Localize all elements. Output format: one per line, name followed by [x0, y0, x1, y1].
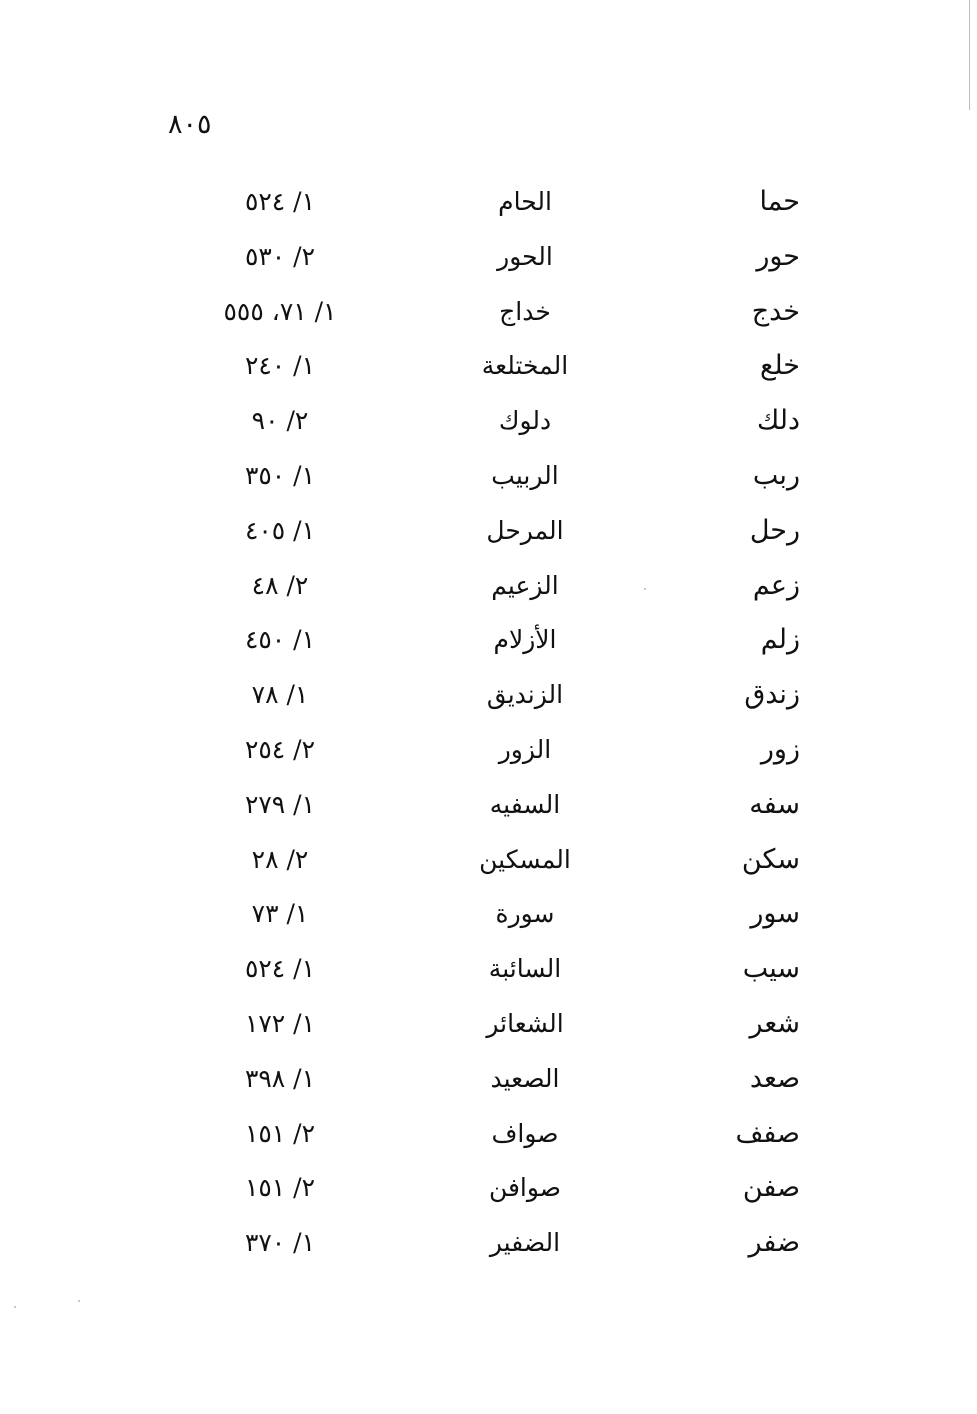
word-cell: الأزلام [493, 625, 557, 655]
reference-cell: ٢/ ٢٥٤ [244, 734, 316, 764]
reference-cell: ١/ ٣٧٠ [244, 1228, 316, 1258]
word-cell: الحور [497, 241, 553, 271]
word-cell: سورة [495, 899, 555, 929]
index-row [0, 401, 977, 456]
reference-cell: ٢/ ٩٠ [251, 406, 309, 436]
scan-speck [14, 1306, 16, 1308]
word-cell: المختلعة [481, 351, 569, 381]
index-row [0, 1114, 977, 1169]
index-row [0, 237, 977, 292]
index-row [0, 1223, 977, 1278]
word-cell: الضفير [489, 1228, 561, 1258]
root-cell: سيب [742, 953, 800, 985]
reference-cell: ١/ ٥٢٤ [244, 187, 316, 216]
reference-cell: ١/ ٧٨ [251, 680, 309, 710]
root-cell: خدج [751, 295, 800, 327]
index-row [0, 566, 977, 621]
reference-cell: ١/ ٥٢٤ [244, 954, 316, 984]
root-cell: صفن [742, 1172, 800, 1204]
reference-cell: ١/ ٧١، ٥٥٥ [223, 296, 337, 326]
index-row [0, 511, 977, 566]
root-cell: صعد [749, 1062, 800, 1094]
root-cell: زور [760, 733, 800, 765]
index-row [0, 894, 977, 949]
reference-cell: ١/ ٣٩٨ [244, 1063, 316, 1093]
word-cell: الزور [498, 734, 552, 764]
word-cell: دلوك [498, 406, 552, 436]
page-edge-rule [969, 0, 970, 110]
root-cell: زعم [752, 569, 800, 601]
index-row [0, 785, 977, 840]
reference-cell: ٢/ ٤٨ [251, 570, 309, 600]
index-row [0, 1059, 977, 1114]
reference-cell: ١/ ٧٣ [251, 899, 309, 929]
word-cell: الشعائر [486, 1008, 564, 1038]
root-cell: دلك [756, 405, 800, 437]
word-cell: السفيه [489, 789, 561, 819]
word-cell: الحام [498, 187, 552, 216]
reference-cell: ٢/ ١٥١ [244, 1118, 316, 1148]
root-cell: زندق [744, 679, 800, 711]
root-cell: خلع [760, 350, 800, 382]
root-cell: شعر [749, 1007, 800, 1039]
root-cell: سكن [741, 843, 800, 875]
root-cell: صفف [735, 1117, 800, 1149]
root-cell: حما [759, 186, 800, 217]
reference-cell: ٢/ ٢٨ [251, 844, 309, 874]
root-cell: ربب [752, 459, 800, 491]
index-row [0, 292, 977, 347]
word-cell: الربيب [491, 460, 559, 490]
word-cell: المرحل [486, 515, 564, 545]
reference-cell: ١/ ٤٠٥ [244, 515, 316, 545]
scan-speck [644, 588, 646, 590]
index-row [0, 949, 977, 1004]
word-cell: الصعيد [490, 1063, 560, 1093]
reference-cell: ٢/ ٥٣٠ [244, 241, 316, 271]
root-cell: رحل [749, 514, 800, 546]
scan-speck [78, 1300, 80, 1302]
root-cell: حور [756, 240, 800, 272]
index-row [0, 620, 977, 675]
reference-cell: ١/ ١٧٢ [244, 1008, 316, 1038]
page-number: ٨٠٥ [168, 109, 212, 140]
reference-cell: ٢/ ١٥١ [244, 1173, 316, 1203]
word-cell: الزنديق [486, 680, 564, 710]
reference-cell: ١/ ٤٥٠ [244, 625, 316, 655]
word-cell: الزعيم [491, 570, 559, 600]
reference-cell: ١/ ٣٥٠ [244, 460, 316, 490]
word-cell: خداج [499, 296, 551, 326]
word-cell: المسكين [479, 844, 571, 874]
word-cell: السائبة [488, 954, 562, 984]
index-row [0, 730, 977, 785]
index-row [0, 346, 977, 401]
index-table [0, 182, 977, 1278]
index-row [0, 456, 977, 511]
word-cell: صوافن [488, 1173, 562, 1203]
reference-cell: ١/ ٢٧٩ [244, 789, 316, 819]
root-cell: ضفر [748, 1227, 800, 1259]
index-row [0, 1168, 977, 1223]
index-row [0, 1004, 977, 1059]
reference-cell: ١/ ٢٤٠ [244, 351, 316, 381]
index-row [0, 182, 977, 237]
root-cell: سور [750, 898, 800, 930]
root-cell: سفه [749, 788, 800, 820]
index-row [0, 840, 977, 895]
word-cell: صواف [491, 1118, 559, 1148]
index-row [0, 675, 977, 730]
root-cell: زلم [760, 624, 800, 656]
